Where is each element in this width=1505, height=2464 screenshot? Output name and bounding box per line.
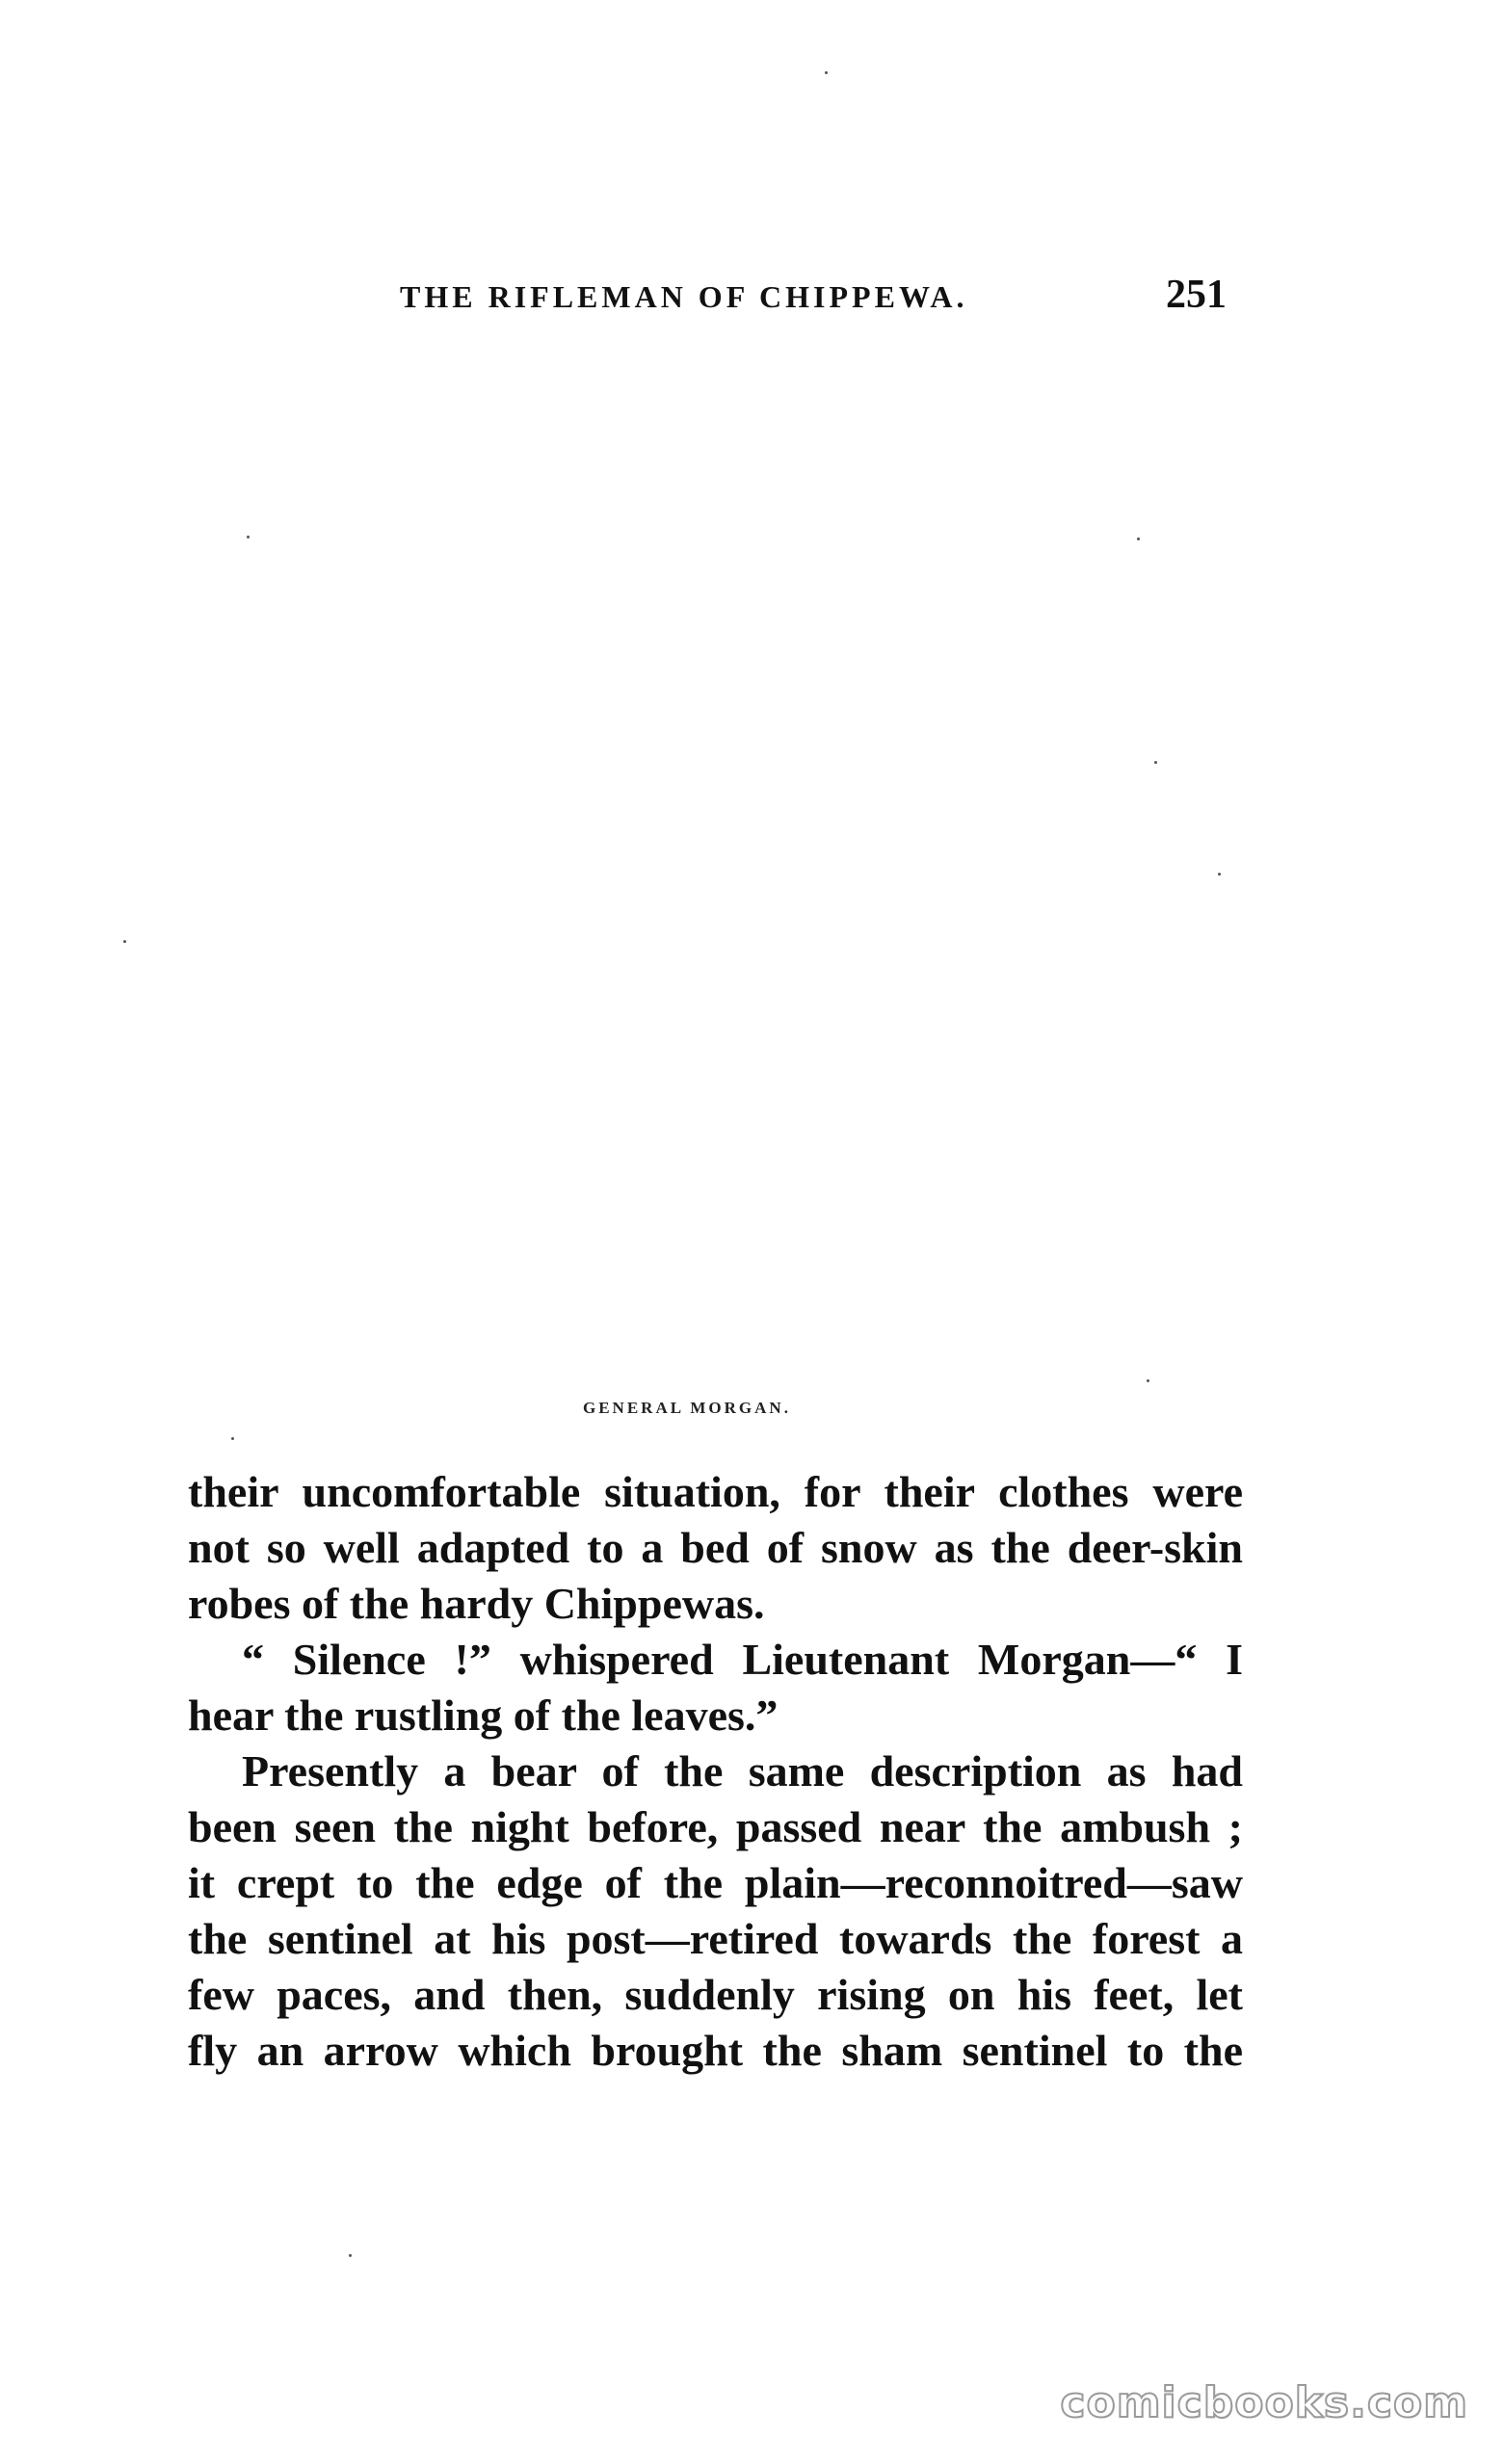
text-line: fly an arrow which brought the sham sentinel to the xyxy=(188,2026,1243,2075)
scan-speck xyxy=(123,940,126,943)
text-line: not so well adapted to a bed of snow as the deer-skin xyxy=(188,1523,1243,1572)
text-line: “ Silence !” whispered Lieutenant Morgan—“ I xyxy=(242,1635,1243,1684)
watermark: comicbooks.com xyxy=(1060,2378,1468,2427)
text-line: been seen the night before, passed near the ambush ; xyxy=(188,1802,1243,1851)
text-line: it crept to the edge of the plain—reconnoitred—saw xyxy=(188,1858,1243,1907)
text-line: Presently a bear of the same description as had xyxy=(242,1746,1243,1796)
text-line: hear the rustling of the leaves.” xyxy=(188,1691,779,1740)
scan-speck xyxy=(1154,761,1157,764)
body-text xyxy=(188,1464,1243,2079)
text-line: the sentinel at his post—retired towards the forest a xyxy=(188,1914,1243,1963)
running-head: THE RIFLEMAN OF CHIPPEWA. xyxy=(400,279,968,314)
text-line: robes of the hardy Chippewas. xyxy=(188,1579,765,1628)
scan-speck xyxy=(1218,873,1221,876)
text-line: their uncomfortable situation, for their clothes were xyxy=(188,1467,1243,1516)
scan-speck xyxy=(349,2254,352,2257)
scan-speck xyxy=(1147,1379,1149,1382)
page-number: 251 xyxy=(1166,273,1227,317)
section-caption: GENERAL MORGAN. xyxy=(583,1399,791,1417)
scan-speck xyxy=(1137,537,1140,540)
scan-speck xyxy=(825,71,828,74)
scan-speck xyxy=(247,536,250,538)
text-line: few paces, and then, suddenly rising on his feet, let xyxy=(188,1970,1243,2019)
scan-speck xyxy=(231,1437,234,1440)
